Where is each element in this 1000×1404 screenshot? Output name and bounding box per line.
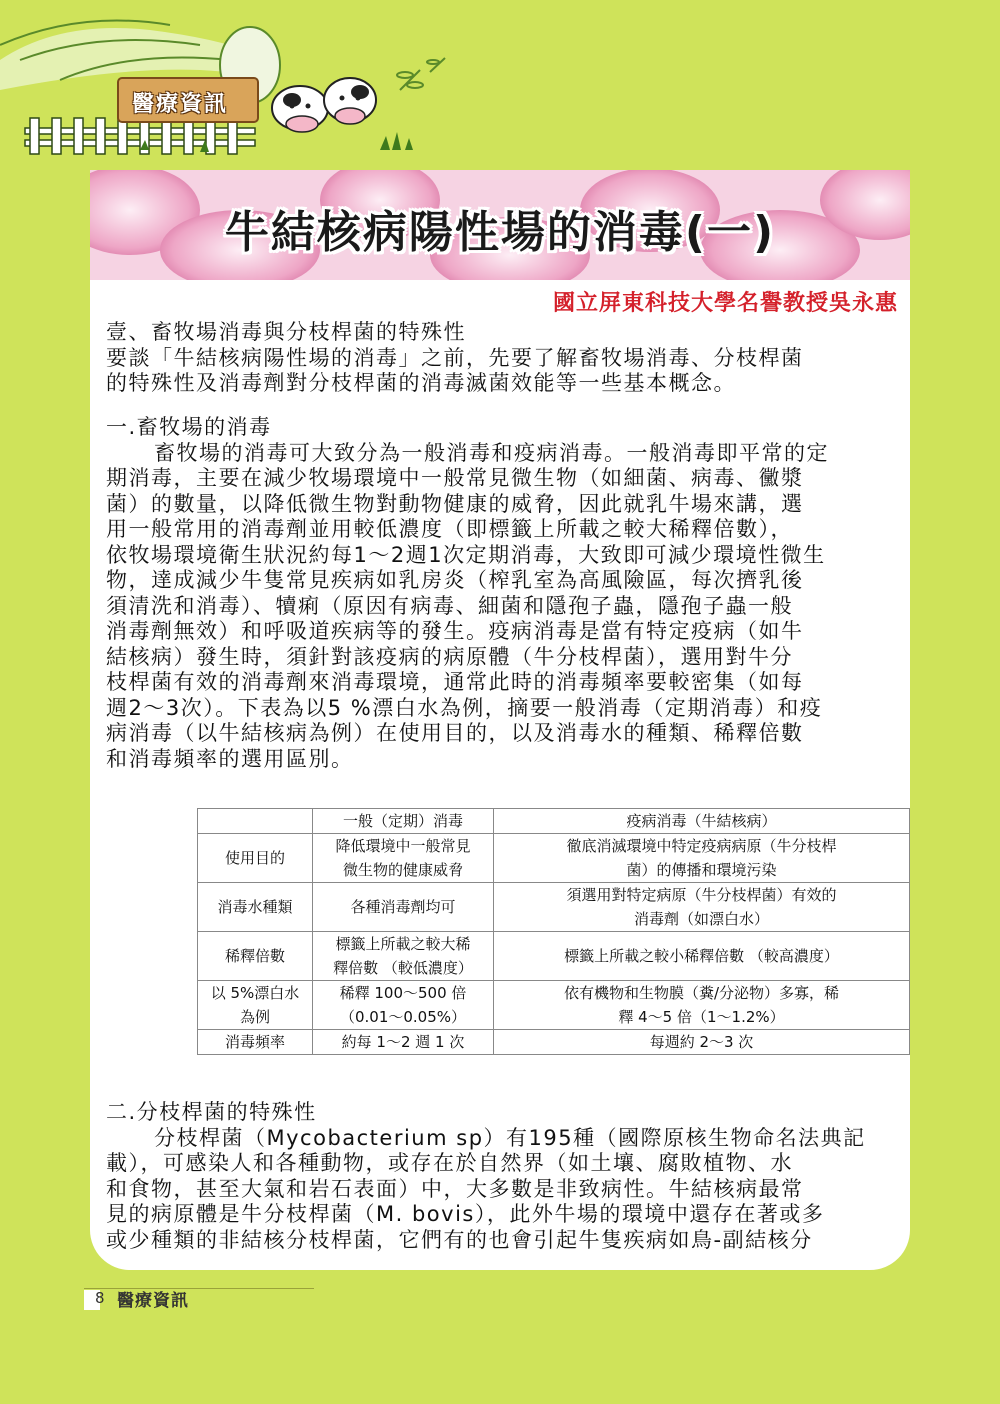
paragraph-line: 或少種類的非結核分枝桿菌，它們有的也會引起牛隻疾病如鳥-副結核分 bbox=[106, 1227, 813, 1252]
section1-heading: 一.畜牧場的消毒 bbox=[106, 415, 272, 439]
paragraph-line: 載），可感染人和各種動物，或存在於自然界（如土壤、腐敗植物、水 bbox=[106, 1151, 793, 1175]
table-row bbox=[198, 981, 910, 1030]
paragraph-line: 依牧場環境衛生狀況約每1～2週1次定期消毒，大致即可減少環境性微生 bbox=[106, 542, 826, 567]
table-cell bbox=[198, 981, 313, 1030]
paragraph-line: 枝桿菌有效的消毒劑來消毒環境，通常此時的消毒頻率要較密集（如每 bbox=[106, 670, 804, 694]
table-cell bbox=[198, 883, 313, 932]
table-cell bbox=[198, 1030, 313, 1055]
dragonfly-icon bbox=[397, 58, 445, 90]
paragraph-line: 菌）的數量，以降低微生物對動物健康的威脅，因此就乳牛場來講，選 bbox=[106, 491, 804, 516]
cell-text: （0.01～0.05%） bbox=[339, 1008, 467, 1026]
table-cell bbox=[494, 981, 910, 1030]
cow-icon bbox=[324, 78, 376, 124]
table-row bbox=[198, 883, 910, 932]
cell-text: 使用目的 bbox=[224, 849, 285, 867]
table-row bbox=[198, 834, 910, 883]
paragraph-line: 和食物，甚至大氣和岩石表面）中，大多數是非致病性。牛結核病最常 bbox=[106, 1176, 804, 1201]
paragraph-line: 和消毒頻率的選用區別。 bbox=[106, 746, 354, 771]
author-line: 國立屏東科技大學名譽教授吳永惠 bbox=[552, 291, 898, 316]
cell-text: 稀釋倍數 bbox=[224, 947, 285, 965]
table-cell bbox=[313, 1030, 494, 1055]
paragraph-line: 的特殊性及消毒劑對分枝桿菌的消毒滅菌效能等一些基本概念。 bbox=[106, 371, 736, 395]
cell-text: 消毒水種類 bbox=[217, 898, 293, 916]
paragraph-line: 用一般常用的消毒劑並用較低濃度（即標籤上所載之較大稀釋倍數）， bbox=[106, 517, 793, 541]
cell-text: 徹底消滅環境中特定疫病病原（牛分枝桿 bbox=[566, 837, 837, 855]
table-header-cell: 一般（定期）消毒 bbox=[313, 809, 494, 834]
page-number: 8 bbox=[95, 1289, 105, 1307]
cell-text: 各種消毒劑均可 bbox=[350, 898, 456, 916]
paragraph-line: 週2～3次）。下表為以5 %漂白水為例，摘要一般消毒（定期消毒）和疫 bbox=[106, 695, 823, 720]
article-title: 牛結核病陽性場的消毒(一) bbox=[224, 207, 776, 258]
cell-text: 消毒頻率 bbox=[224, 1033, 285, 1051]
header-decoration bbox=[0, 0, 560, 170]
cell-text: 標籤上所載之較小稀釋倍數 （較高濃度） bbox=[564, 947, 839, 965]
table-header-row bbox=[198, 809, 910, 834]
paragraph-line: 須清洗和消毒）、犢痢（原因有病毒、細菌和隱孢子蟲，隱孢子蟲一般 bbox=[106, 593, 793, 618]
paragraph-line: 消毒劑無效）和呼吸道疾病等的發生。疫病消毒是當有特定疫病（如牛 bbox=[106, 619, 804, 643]
cell-text: 標籤上所載之較大稀 bbox=[335, 935, 471, 953]
table-cell bbox=[313, 883, 494, 932]
table-cell bbox=[494, 1030, 910, 1055]
table-cell bbox=[313, 932, 494, 981]
paragraph-line: 物，達成減少牛隻常見疾病如乳房炎（榨乳室為高風險區，每次擠乳後 bbox=[106, 568, 804, 592]
cell-text: 稀釋 100～500 倍 bbox=[339, 984, 467, 1002]
cell-text: 消毒劑（如漂白水） bbox=[633, 910, 769, 928]
paragraph-line: 要談「牛結核病陽性場的消毒」之前，先要了解畜牧場消毒、分枝桿菌 bbox=[106, 345, 804, 370]
table-cell bbox=[198, 932, 313, 981]
cell-text: 菌）的傳播和環境污染 bbox=[626, 861, 777, 879]
cell-text: 降低環境中一般常見 bbox=[335, 837, 471, 855]
footer-section-label: 醫療資訊 bbox=[117, 1291, 189, 1311]
table-header-cell: 疫病消毒（牛結核病） bbox=[494, 809, 910, 834]
intro-heading: 壹、畜牧場消毒與分枝桿菌的特殊性 bbox=[106, 320, 466, 344]
section1 bbox=[106, 415, 896, 772]
cell-text: 釋 4～5 倍（1～1.2%） bbox=[618, 1008, 785, 1026]
paragraph-line: 病消毒（以牛結核病為例）在使用目的，以及消毒水的種類、稀釋倍數 bbox=[106, 721, 804, 745]
paragraph-line: 見的病原體是牛分枝桿菌（M. bovis），此外牛場的環境中還存在著或多 bbox=[106, 1202, 825, 1226]
comparison-table bbox=[197, 808, 910, 1055]
section2-heading: 二.分枝桿菌的特殊性 bbox=[106, 1100, 317, 1124]
cell-text: 每週約 2～3 次 bbox=[649, 1033, 754, 1051]
paragraph-line: 分枝桿菌（Mycobacterium sp）有195種（國際原核生物命名法典記 bbox=[154, 1125, 866, 1150]
paragraph-line: 結核病）發生時，須針對該疫病的病原體（牛分枝桿菌），選用對牛分 bbox=[106, 644, 793, 669]
table-header-cell bbox=[198, 809, 313, 834]
intro-section bbox=[106, 320, 896, 397]
paragraph-line: 期消毒，主要在減少牧場環境中一般常見微生物（如細菌、病毒、黴漿 bbox=[106, 466, 804, 490]
farm-illustration bbox=[0, 0, 560, 170]
title-banner bbox=[90, 170, 910, 280]
section2 bbox=[106, 1100, 896, 1253]
article-panel bbox=[90, 170, 910, 1270]
table-cell bbox=[313, 834, 494, 883]
section-badge: 醫療資訊 bbox=[132, 92, 229, 117]
table-cell bbox=[313, 981, 494, 1030]
table-row bbox=[198, 1030, 910, 1055]
cell-text: 為例 bbox=[239, 1008, 270, 1026]
cell-text: 依有機物和生物膜（糞/分泌物）多寡，稀 bbox=[563, 984, 840, 1002]
table-cell bbox=[494, 834, 910, 883]
cell-text: 釋倍數 （較低濃度） bbox=[333, 959, 473, 977]
table-cell bbox=[198, 834, 313, 883]
cow-icon bbox=[272, 86, 328, 132]
cell-text: 約每 1～2 週 1 次 bbox=[341, 1033, 465, 1051]
cell-text: 微生物的健康威脅 bbox=[342, 861, 463, 879]
table-cell bbox=[494, 932, 910, 981]
table-row bbox=[198, 932, 910, 981]
cell-text: 以 5%漂白水 bbox=[210, 984, 300, 1002]
table-cell bbox=[494, 883, 910, 932]
cell-text: 須選用對特定病原（牛分枝桿菌）有效的 bbox=[566, 886, 837, 904]
paragraph-line: 畜牧場的消毒可大致分為一般消毒和疫病消毒。一般消毒即平常的定 bbox=[154, 440, 829, 465]
